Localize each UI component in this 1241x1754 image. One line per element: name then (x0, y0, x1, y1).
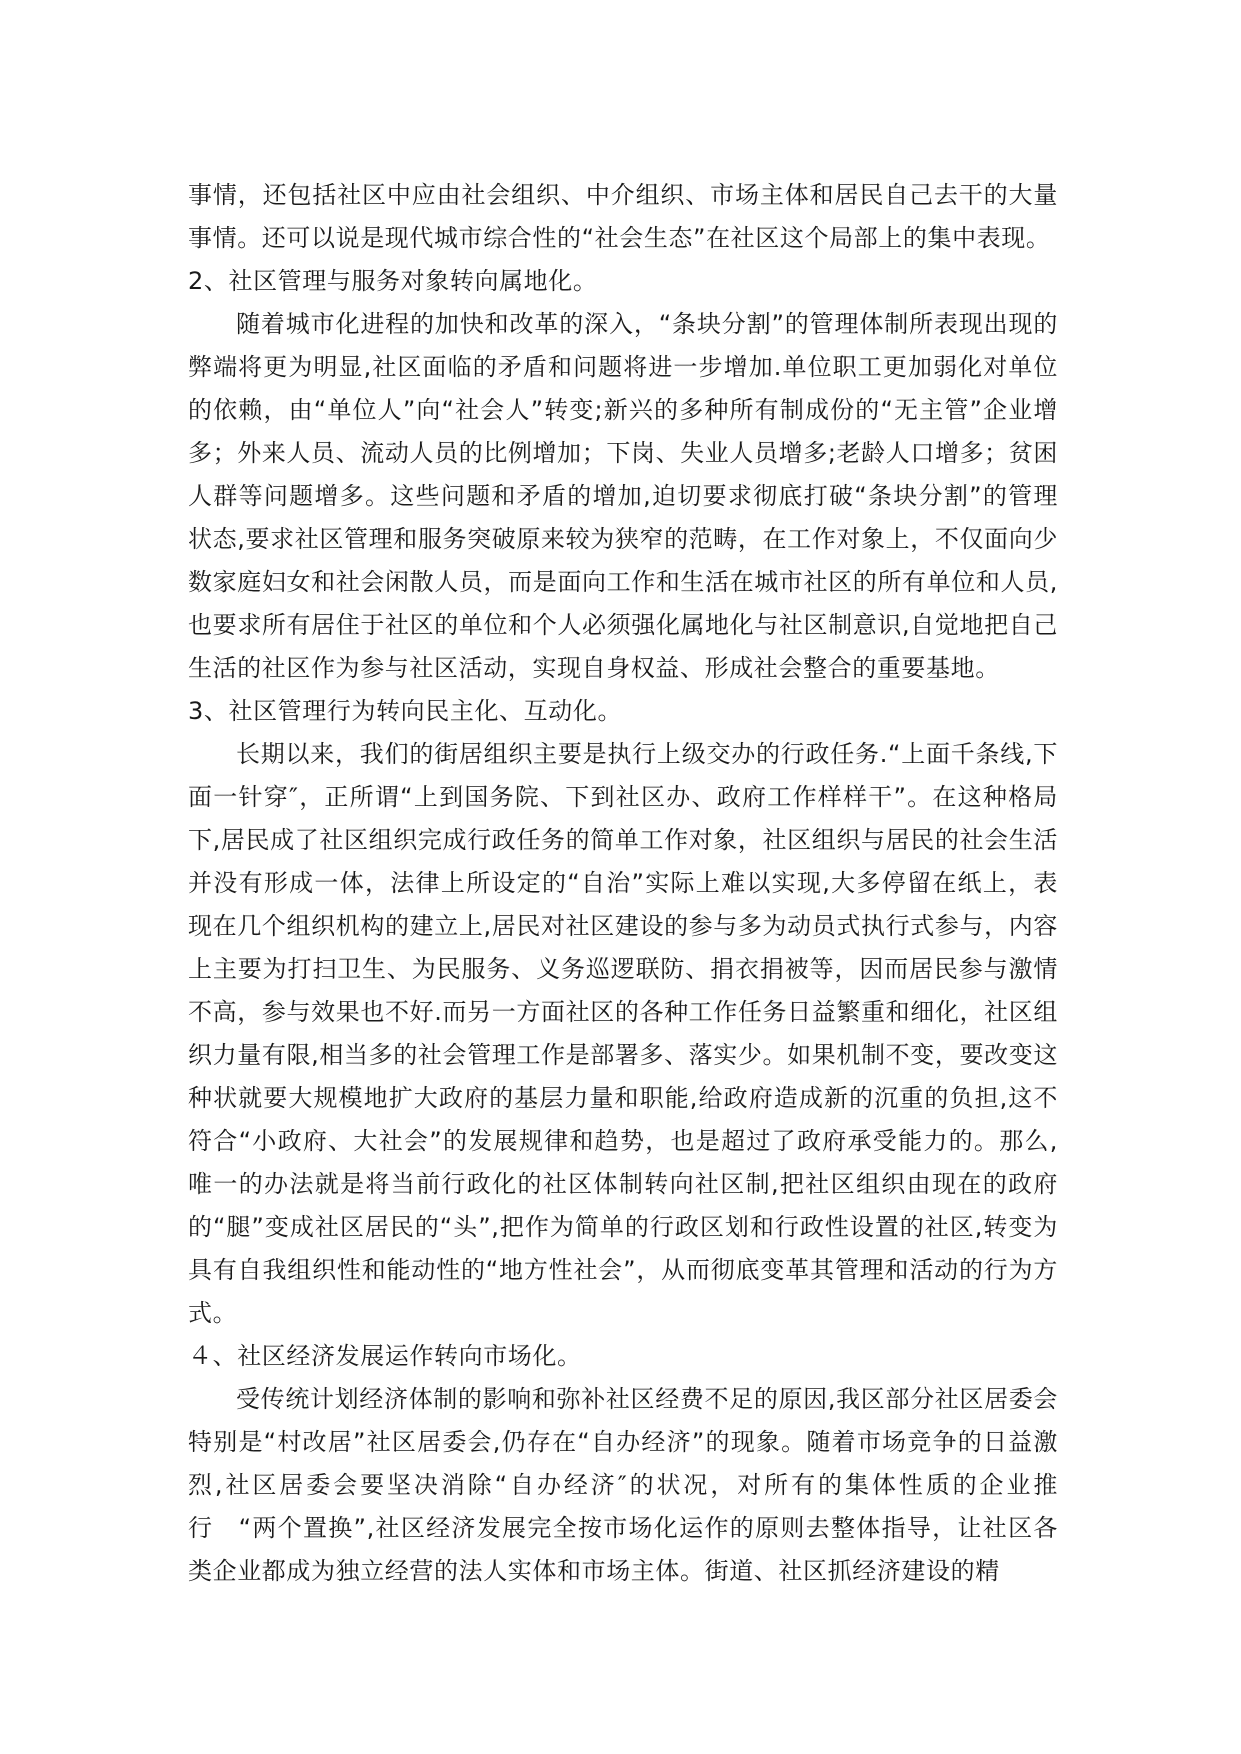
section-heading-2: 2、社区管理与服务对象转向属地化。 (188, 267, 598, 295)
section-heading-3: 3、社区管理行为转向民主化、互动化。 (188, 697, 623, 725)
document-page (188, 174, 1058, 1593)
section-heading-4: ４、社区经济发展运作转向市场化。 (188, 1342, 582, 1370)
paragraph-section-4: 受传统计划经济体制的影响和弥补社区经费不足的原因,我区部分社区居委会特别是“村改居”社区居委会,仍存在“自办经济”的现象。随着市场竞争的日益激烈,社区居委会要坚决消除“自办经济″的状况，对所有的集体性质的企业推行 “两个置换”,社区经济发展完全按市场化运作的原则去整体指导，让社区各类企业都成为独立经营的法人实体和市场主体。街道、社区抓经济建设的精 (188, 1385, 1058, 1585)
paragraph-section-2: 随着城市化进程的加快和改革的深入，“条块分割”的管理体制所表现出现的弊端将更为明显,社区面临的矛盾和问题将进一步增加.单位职工更加弱化对单位的依赖，由“单位人”向“社会人”转变;新兴的多种所有制成份的“无主管”企业增多；外来人员、流动人员的比例增加；下岗、失业人员增多;老龄人口增多；贫困人群等问题增多。这些问题和矛盾的增加,迫切要求彻底打破“条块分割”的管理状态,要求社区管理和服务突破原来较为狭窄的范畴，在工作对象上，不仅面向少数家庭妇女和社会闲散人员，而是面向工作和生活在城市社区的所有单位和人员,也要求所有居住于社区的单位和个人必须强化属地化与社区制意识,自觉地把自己生活的社区作为参与社区活动，实现自身权益、形成社会整合的重要基地。 (188, 310, 1058, 682)
paragraph-section-3: 长期以来，我们的街居组织主要是执行上级交办的行政任务.“上面千条线,下面一针穿″，正所谓“上到国务院、下到社区办、政府工作样样干”。在这种格局下,居民成了社区组织完成行政任务的简单工作对象，社区组织与居民的社会生活并没有形成一体，法律上所设定的“自治”实际上难以实现,大多停留在纸上，表现在几个组织机构的建立上,居民对社区建设的参与多为动员式执行式参与，内容上主要为打扫卫生、为民服务、义务巡逻联防、捐衣捐被等，因而居民参与激情不高，参与效果也不好.而另一方面社区的各种工作任务日益繁重和细化，社区组织力量有限,相当多的社会管理工作是部署多、落实少。如果机制不变，要改变这种状就要大规模地扩大政府的基层力量和职能,给政府造成新的沉重的负担,这不符合“小政府、大社会”的发展规律和趋势，也是超过了政府承受能力的。那么,唯一的办法就是将当前行政化的社区体制转向社区制,把社区组织由现在的政府的“腿”变成社区居民的“头”,把作为简单的行政区划和行政性设置的社区,转变为具有自我组织性和能动性的“地方性社会”，从而彻底变革其管理和活动的行为方式。 (188, 740, 1058, 1327)
paragraph-continued: 事情，还包括社区中应由社会组织、中介组织、市场主体和居民自己去干的大量事情。还可以说是现代城市综合性的“社会生态”在社区这个局部上的集中表现。 (188, 181, 1058, 252)
